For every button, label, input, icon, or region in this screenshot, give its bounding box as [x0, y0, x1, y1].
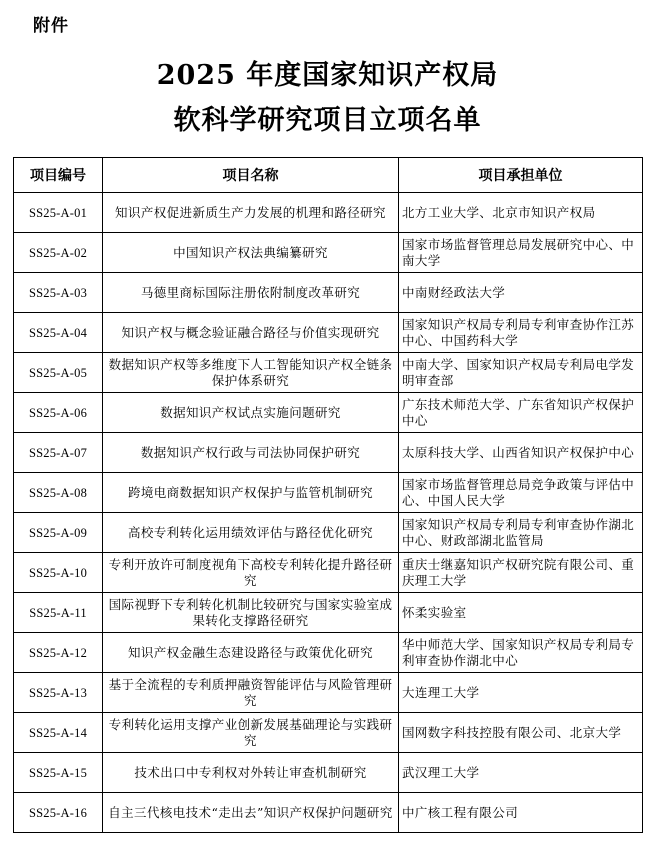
project-unit-cell: 北方工业大学、北京市知识产权局: [399, 193, 643, 233]
project-code-cell: SS25-A-05: [14, 353, 103, 393]
table-row: [14, 233, 643, 273]
project-code-cell: SS25-A-02: [14, 233, 103, 273]
project-unit-cell: 重庆士继嘉知识产权研究院有限公司、重庆理工大学: [399, 553, 643, 593]
project-name-cell: 国际视野下专利转化机制比较研究与国家实验室成果转化支撑路径研究: [103, 593, 399, 633]
table-row: [14, 513, 643, 553]
project-code-cell: SS25-A-09: [14, 513, 103, 553]
project-unit-cell: 大连理工大学: [399, 673, 643, 713]
project-unit-cell: 武汉理工大学: [399, 753, 643, 793]
project-code-cell: SS25-A-10: [14, 553, 103, 593]
table-header-row: [14, 158, 643, 193]
table-body: [14, 193, 643, 833]
project-name-cell: 跨境电商数据知识产权保护与监管机制研究: [103, 473, 399, 513]
project-name-cell: 知识产权促进新质生产力发展的机理和路径研究: [103, 193, 399, 233]
header-project-unit: 项目承担单位: [399, 158, 643, 193]
document-title-line-1: 2025 年度国家知识产权局: [156, 60, 499, 91]
project-code-cell: SS25-A-08: [14, 473, 103, 513]
project-name-cell: 高校专利转化运用绩效评估与路径优化研究: [103, 513, 399, 553]
table-row: [14, 633, 643, 673]
project-unit-cell: 中南财经政法大学: [399, 273, 643, 313]
table-row: [14, 273, 643, 313]
project-code-cell: SS25-A-04: [14, 313, 103, 353]
project-code-cell: SS25-A-11: [14, 593, 103, 633]
project-unit-cell: 国家市场监督管理总局发展研究中心、中南大学: [399, 233, 643, 273]
table-row: [14, 673, 643, 713]
project-unit-cell: 国家知识产权局专利局专利审查协作江苏中心、中国药科大学: [399, 313, 643, 353]
table-row: [14, 433, 643, 473]
project-code-cell: SS25-A-03: [14, 273, 103, 313]
project-name-cell: 知识产权与概念验证融合路径与价值实现研究: [103, 313, 399, 353]
project-unit-cell: 国网数字科技控股有限公司、北京大学: [399, 713, 643, 753]
project-unit-cell: 华中师范大学、国家知识产权局专利局专利审查协作湖北中心: [399, 633, 643, 673]
header-project-name: 项目名称: [103, 158, 399, 193]
table-row: [14, 353, 643, 393]
project-name-cell: 中国知识产权法典编纂研究: [103, 233, 399, 273]
project-unit-cell: 太原科技大学、山西省知识产权保护中心: [399, 433, 643, 473]
project-code-cell: SS25-A-07: [14, 433, 103, 473]
document-title-line-2: 软科学研究项目立项名单: [173, 105, 482, 136]
header-project-code: 项目编号: [14, 158, 103, 193]
project-code-cell: SS25-A-12: [14, 633, 103, 673]
project-name-cell: 马德里商标国际注册依附制度改革研究: [103, 273, 399, 313]
table-row: [14, 193, 643, 233]
project-unit-cell: 怀柔实验室: [399, 593, 643, 633]
table-row: [14, 553, 643, 593]
project-code-cell: SS25-A-01: [14, 193, 103, 233]
table-row: [14, 753, 643, 793]
project-name-cell: 数据知识产权等多维度下人工智能知识产权全链条保护体系研究: [103, 353, 399, 393]
project-name-cell: 自主三代核电技术“走出去”知识产权保护问题研究: [103, 793, 399, 833]
project-unit-cell: 中南大学、国家知识产权局专利局电学发明审查部: [399, 353, 643, 393]
project-name-cell: 知识产权金融生态建设路径与政策优化研究: [103, 633, 399, 673]
project-code-cell: SS25-A-06: [14, 393, 103, 433]
table-row: [14, 393, 643, 433]
table-row: [14, 593, 643, 633]
project-unit-cell: 中广核工程有限公司: [399, 793, 643, 833]
project-name-cell: 基于全流程的专利质押融资智能评估与风险管理研究: [103, 673, 399, 713]
project-code-cell: SS25-A-13: [14, 673, 103, 713]
attachment-label: 附件: [33, 16, 69, 36]
project-name-cell: 专利转化运用支撑产业创新发展基础理论与实践研究: [103, 713, 399, 753]
table-row: [14, 473, 643, 513]
project-code-cell: SS25-A-14: [14, 713, 103, 753]
project-name-cell: 数据知识产权行政与司法协同保护研究: [103, 433, 399, 473]
table-row: [14, 793, 643, 833]
project-list-table: [13, 157, 643, 833]
table-row: [14, 713, 643, 753]
project-code-cell: SS25-A-16: [14, 793, 103, 833]
project-name-cell: 技术出口中专利权对外转让审查机制研究: [103, 753, 399, 793]
table-row: [14, 313, 643, 353]
project-unit-cell: 广东技术师范大学、广东省知识产权保护中心: [399, 393, 643, 433]
project-name-cell: 数据知识产权试点实施问题研究: [103, 393, 399, 433]
project-unit-cell: 国家知识产权局专利局专利审查协作湖北中心、财政部湖北监管局: [399, 513, 643, 553]
project-unit-cell: 国家市场监督管理总局竞争政策与评估中心、中国人民大学: [399, 473, 643, 513]
project-code-cell: SS25-A-15: [14, 753, 103, 793]
project-name-cell: 专利开放许可制度视角下高校专利转化提升路径研究: [103, 553, 399, 593]
